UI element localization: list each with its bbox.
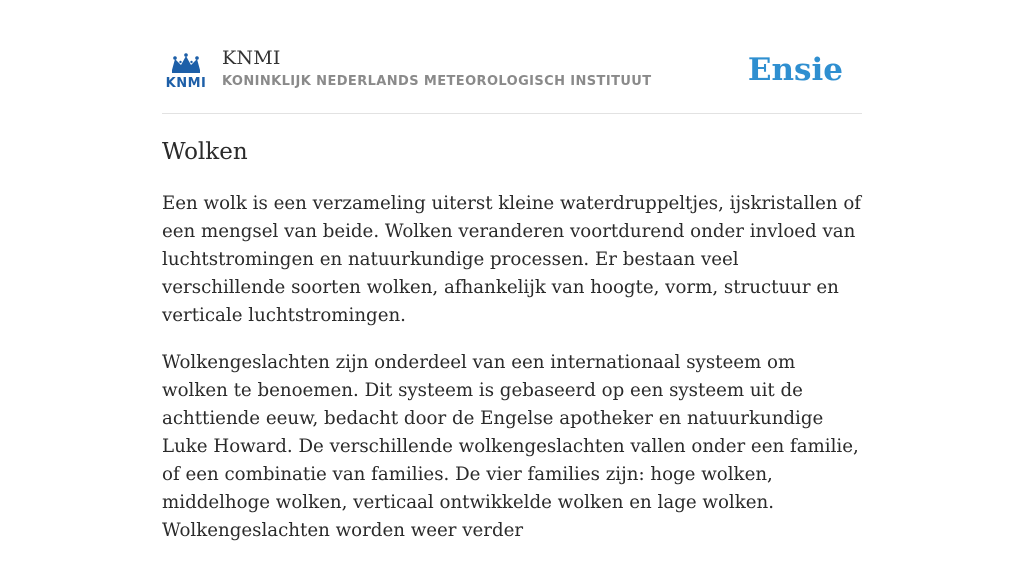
article-paragraph: Wolkengeslachten zijn onderdeel van een internationaal systeem om wolken te benoemen. Dit systeem is gebaseerd op een systeem uit de achttiende eeuw, bedacht door de Engelse apotheker en natuurkundige Luke Howard. De verschillende wolkengeslachten vallen onder een familie, of een combinatie van families. De vier families zijn: hoge wolken, middelhoge wolken, verticaal ontwikkelde wolken en lage wolken. Wolkengeslachten worden weer verder — [162, 352, 859, 541]
article-paragraph: Een wolk is een verzameling uiterst kleine waterdruppeltjes, ijskristallen of een mengsel van beide. Wolken veranderen voortdurend onder invloed van luchtstromingen en natuurkundige processen. Er bestaan veel verschillende soorten wolken, afhankelijk van hoogte, vorm, structuur en verticale luchtstromingen. — [162, 193, 862, 326]
header-divider — [162, 113, 862, 114]
knmi-crown-logo-icon[interactable] — [162, 50, 210, 90]
article-body — [162, 190, 862, 564]
site-header — [162, 44, 862, 96]
logo-text: KNMI — [165, 76, 207, 91]
ensie-brand-logo[interactable]: Ensie — [747, 52, 843, 88]
org-subtitle: KONINKLIJK NEDERLANDS METEOROLOGISCH INSTITUUT — [222, 74, 652, 89]
org-name[interactable]: KNMI — [222, 47, 281, 69]
article-title: Wolken — [162, 139, 248, 165]
page — [162, 0, 862, 541]
